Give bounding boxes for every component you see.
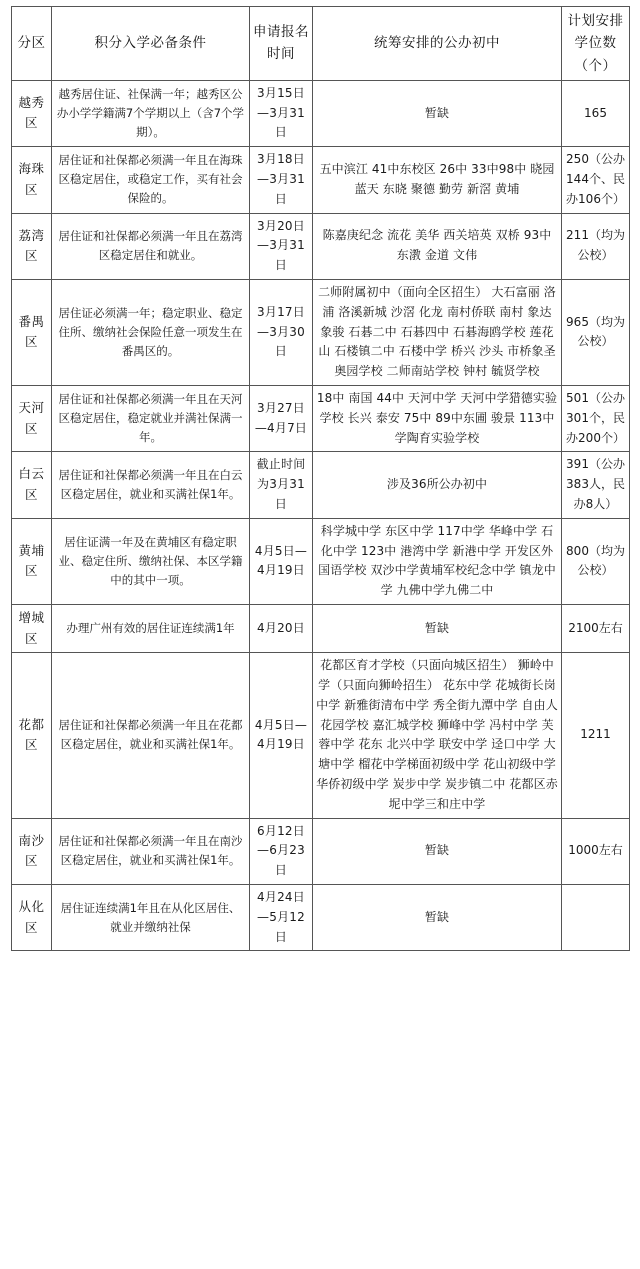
cell-condition: 居住证和社保都必须满一年且在海珠区稳定居住，或稳定工作，买有社会保险的。 bbox=[52, 147, 250, 213]
header-apply-time: 申请报名时间 bbox=[250, 7, 313, 81]
cell-zone: 荔湾区 bbox=[12, 213, 52, 279]
cell-schools: 花都区育才学校（只面向城区招生） 狮岭中学（只面向狮岭招生） 花东中学 花城街长岗中学 新雅街清布中学 秀全街九潭中学 自由人花园学校 嘉汇城学校 狮峰中学 冯村中学 芙蓉中学 花东 北兴中学 联安中学 迳口中学 大塘中学 榴花中学梯面初级中学 花山初级中学 华侨初级中学 炭步中学 炭步镇二中 花都区赤坭中学三和庄中学 bbox=[313, 653, 562, 818]
cell-schools: 暂缺 bbox=[313, 604, 562, 652]
cell-seats: 965（均为公校） bbox=[562, 279, 630, 385]
cell-schools: 暂缺 bbox=[313, 80, 562, 146]
cell-condition: 办理广州有效的居住证连续满1年 bbox=[52, 604, 250, 652]
table-row bbox=[12, 279, 630, 385]
table-row bbox=[12, 818, 630, 884]
cell-condition: 居住证和社保都必须满一年且在天河区稳定居住，稳定就业并满社保满一年。 bbox=[52, 385, 250, 451]
cell-seats: 800（均为公校） bbox=[562, 518, 630, 604]
cell-apply-time: 4月24日—5月12日 bbox=[250, 884, 313, 950]
header-seats: 计划安排学位数（个） bbox=[562, 7, 630, 81]
cell-schools: 涉及36所公办初中 bbox=[313, 452, 562, 518]
cell-schools: 暂缺 bbox=[313, 884, 562, 950]
cell-apply-time: 截止时间为3月31日 bbox=[250, 452, 313, 518]
cell-apply-time: 3月17日—3月30日 bbox=[250, 279, 313, 385]
cell-schools: 18中 南国 44中 天河中学 天河中学猎德实验学校 长兴 泰安 75中 89中东圃 骏景 113中学陶育实验学校 bbox=[313, 385, 562, 451]
header-row bbox=[12, 7, 630, 81]
cell-apply-time: 3月20日—3月31日 bbox=[250, 213, 313, 279]
cell-seats: 391（公办383人，民办8人） bbox=[562, 452, 630, 518]
table-header bbox=[12, 7, 630, 81]
cell-schools: 二师附属初中（面向全区招生） 大石富丽 洛浦 洛溪新城 沙滘 化龙 南村侨联 南村 象达 象骏 石碁二中 石碁四中 石碁海鸥学校 莲花山 石楼镇二中 石楼中学 桥兴 沙头 市桥象圣奥园学校 二师南站学校 钟村 毓贤学校 bbox=[313, 279, 562, 385]
cell-zone: 从化区 bbox=[12, 884, 52, 950]
table-row bbox=[12, 653, 630, 818]
cell-seats: 501（公办301个，民办200个） bbox=[562, 385, 630, 451]
cell-apply-time: 3月15日—3月31日 bbox=[250, 80, 313, 146]
cell-condition: 居住证和社保都必须满一年且在荔湾区稳定居住和就业。 bbox=[52, 213, 250, 279]
cell-apply-time: 3月18日—3月31日 bbox=[250, 147, 313, 213]
cell-apply-time: 4月5日—4月19日 bbox=[250, 518, 313, 604]
cell-schools: 五中滨江 41中东校区 26中 33中98中 晓园 蓝天 东晓 聚德 勤劳 新滘 黄埔 bbox=[313, 147, 562, 213]
cell-apply-time: 6月12日—6月23日 bbox=[250, 818, 313, 884]
cell-zone: 花都区 bbox=[12, 653, 52, 818]
cell-condition: 居住证和社保都必须满一年且在花都区稳定居住，就业和买满社保1年。 bbox=[52, 653, 250, 818]
cell-seats bbox=[562, 884, 630, 950]
cell-apply-time: 4月20日 bbox=[250, 604, 313, 652]
table-row bbox=[12, 884, 630, 950]
cell-zone: 白云区 bbox=[12, 452, 52, 518]
cell-zone: 番禺区 bbox=[12, 279, 52, 385]
table-row bbox=[12, 518, 630, 604]
cell-schools: 陈嘉庚纪念 流花 美华 西关培英 双桥 93中 东漖 金道 文伟 bbox=[313, 213, 562, 279]
header-schools: 统筹安排的公办初中 bbox=[313, 7, 562, 81]
cell-zone: 海珠区 bbox=[12, 147, 52, 213]
cell-seats: 211（均为公校） bbox=[562, 213, 630, 279]
policy-table bbox=[11, 6, 630, 951]
table-row bbox=[12, 80, 630, 146]
cell-seats: 1000左右 bbox=[562, 818, 630, 884]
cell-condition: 居住证连续满1年且在从化区居住、就业并缴纳社保 bbox=[52, 884, 250, 950]
table-row bbox=[12, 385, 630, 451]
table-row bbox=[12, 452, 630, 518]
cell-condition: 居住证满一年及在黄埔区有稳定职业、稳定住所、缴纳社保、本区学籍中的其中一项。 bbox=[52, 518, 250, 604]
table-row bbox=[12, 147, 630, 213]
cell-schools: 暂缺 bbox=[313, 818, 562, 884]
cell-seats: 250（公办144个、民办106个） bbox=[562, 147, 630, 213]
cell-apply-time: 4月5日—4月19日 bbox=[250, 653, 313, 818]
header-zone: 分区 bbox=[12, 7, 52, 81]
cell-condition: 居住证和社保都必须满一年且在白云区稳定居住，就业和买满社保1年。 bbox=[52, 452, 250, 518]
cell-zone: 南沙区 bbox=[12, 818, 52, 884]
cell-zone: 越秀区 bbox=[12, 80, 52, 146]
cell-seats: 165 bbox=[562, 80, 630, 146]
cell-seats: 2100左右 bbox=[562, 604, 630, 652]
cell-condition: 越秀居住证、社保满一年；越秀区公办小学学籍满7个学期以上（含7个学期）。 bbox=[52, 80, 250, 146]
cell-seats: 1211 bbox=[562, 653, 630, 818]
cell-apply-time: 3月27日—4月7日 bbox=[250, 385, 313, 451]
header-condition: 积分入学必备条件 bbox=[52, 7, 250, 81]
cell-condition: 居住证必须满一年；稳定职业、稳定住所、缴纳社会保险任意一项发生在番禺区的。 bbox=[52, 279, 250, 385]
table-body bbox=[12, 80, 630, 951]
cell-zone: 黄埔区 bbox=[12, 518, 52, 604]
cell-schools: 科学城中学 东区中学 117中学 华峰中学 石化中学 123中 港湾中学 新港中学 开发区外国语学校 双沙中学黄埔军校纪念中学 镇龙中学 九佛中学九佛二中 bbox=[313, 518, 562, 604]
table-row bbox=[12, 213, 630, 279]
cell-zone: 天河区 bbox=[12, 385, 52, 451]
cell-condition: 居住证和社保都必须满一年且在南沙区稳定居住，就业和买满社保1年。 bbox=[52, 818, 250, 884]
cell-zone: 增城区 bbox=[12, 604, 52, 652]
table-row bbox=[12, 604, 630, 652]
